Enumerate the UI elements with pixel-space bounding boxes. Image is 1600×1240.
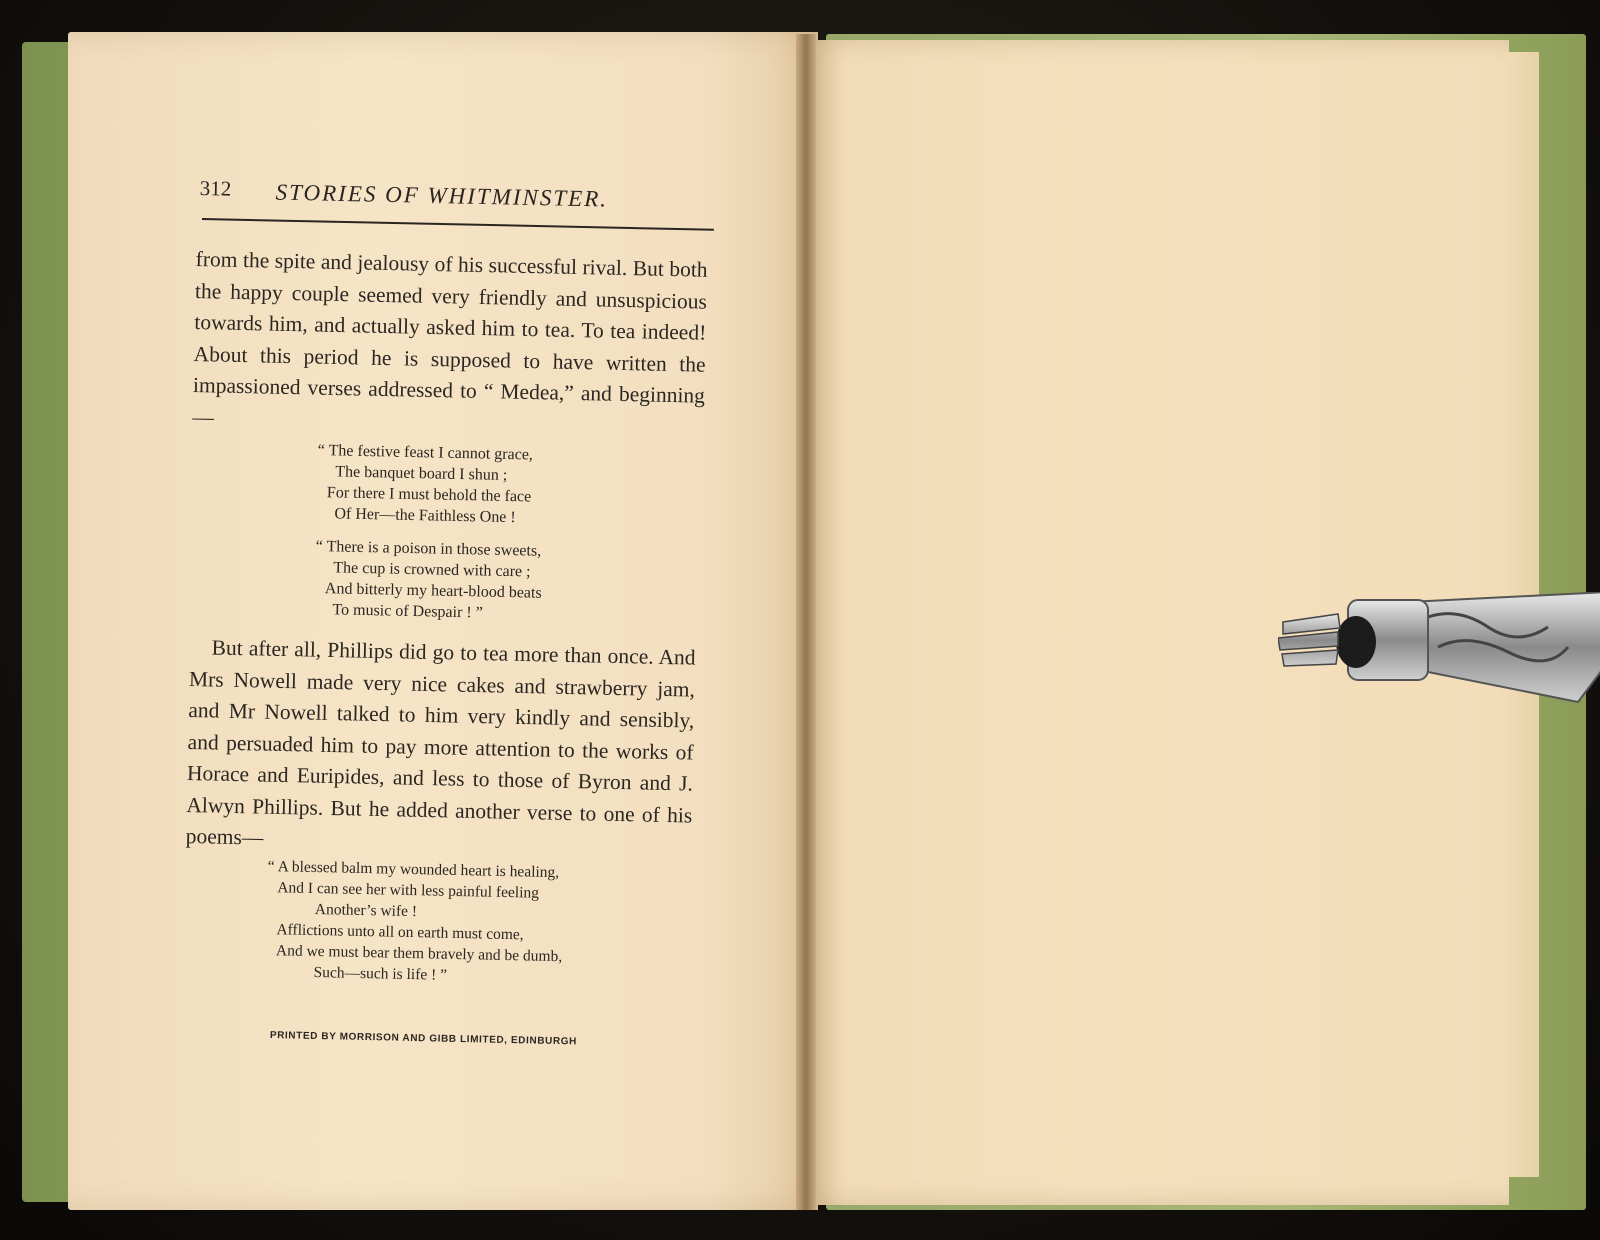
paragraph-2-block [185, 632, 696, 863]
poem-line: And we must bear them bravely and be dumb, [275, 942, 563, 966]
poem-line: And bitterly my heart-blood beats [324, 580, 542, 602]
printer-imprint: PRINTED BY MORRISON AND GIBB LIMITED, EDINBURGH [269, 1030, 578, 1048]
paragraph-1-block [192, 244, 708, 444]
book-gutter [796, 34, 816, 1210]
poem-line: Another’s wife ! [314, 900, 418, 921]
hand-bookmark-clip-icon [1278, 592, 1600, 712]
poem-2 [265, 856, 564, 988]
poem-1-stanza-2 [314, 536, 543, 625]
poem-line: “ There is a poison in those sweets, [315, 537, 542, 560]
poem-line: And I can see her with less painful feeling [277, 879, 540, 902]
poem-line: “ The festive feast I cannot grace, [317, 441, 534, 464]
poem-line: The banquet board I shun ; [335, 463, 508, 484]
poem-line: “ A blessed balm my wounded heart is healing, [267, 857, 560, 882]
paragraph-1: from the spite and jealousy of his successful rival. But both the happy couple seemed very friendly and unsuspicious towards him, and actually asked him to tea. To tea indeed! About this period he is supposed to have written the impassioned verses addressed to “ Medea,” and beginning— [192, 246, 708, 429]
poem-1-stanza-1 [316, 440, 545, 529]
poem-line: Such—such is life ! ” [313, 963, 448, 984]
poem-line: For there I must behold the face [326, 484, 532, 506]
paragraph-2: But after all, Phillips did go to tea more than once. And Mrs Nowell made very nice cakes and strawberry jam, and Mr Nowell talked to him very kindly and sensibly, and persuaded him to pay more attention to the works of Horace and Euripides, and less to those of Byron and J. Alwyn Phillips. But he added another verse to one of his poems— [185, 635, 696, 850]
poem-line: The cup is crowned with care ; [333, 559, 531, 581]
poem-line: To music of Despair ! ” [332, 601, 483, 622]
running-title: STORIES OF WHITMINSTER. [275, 179, 609, 212]
poem-line: Of Her—the Faithless One ! [334, 505, 516, 527]
poem-line: Afflictions unto all on earth must come, [276, 921, 524, 944]
poem-1 [314, 440, 545, 637]
page-number: 312 [199, 176, 232, 201]
